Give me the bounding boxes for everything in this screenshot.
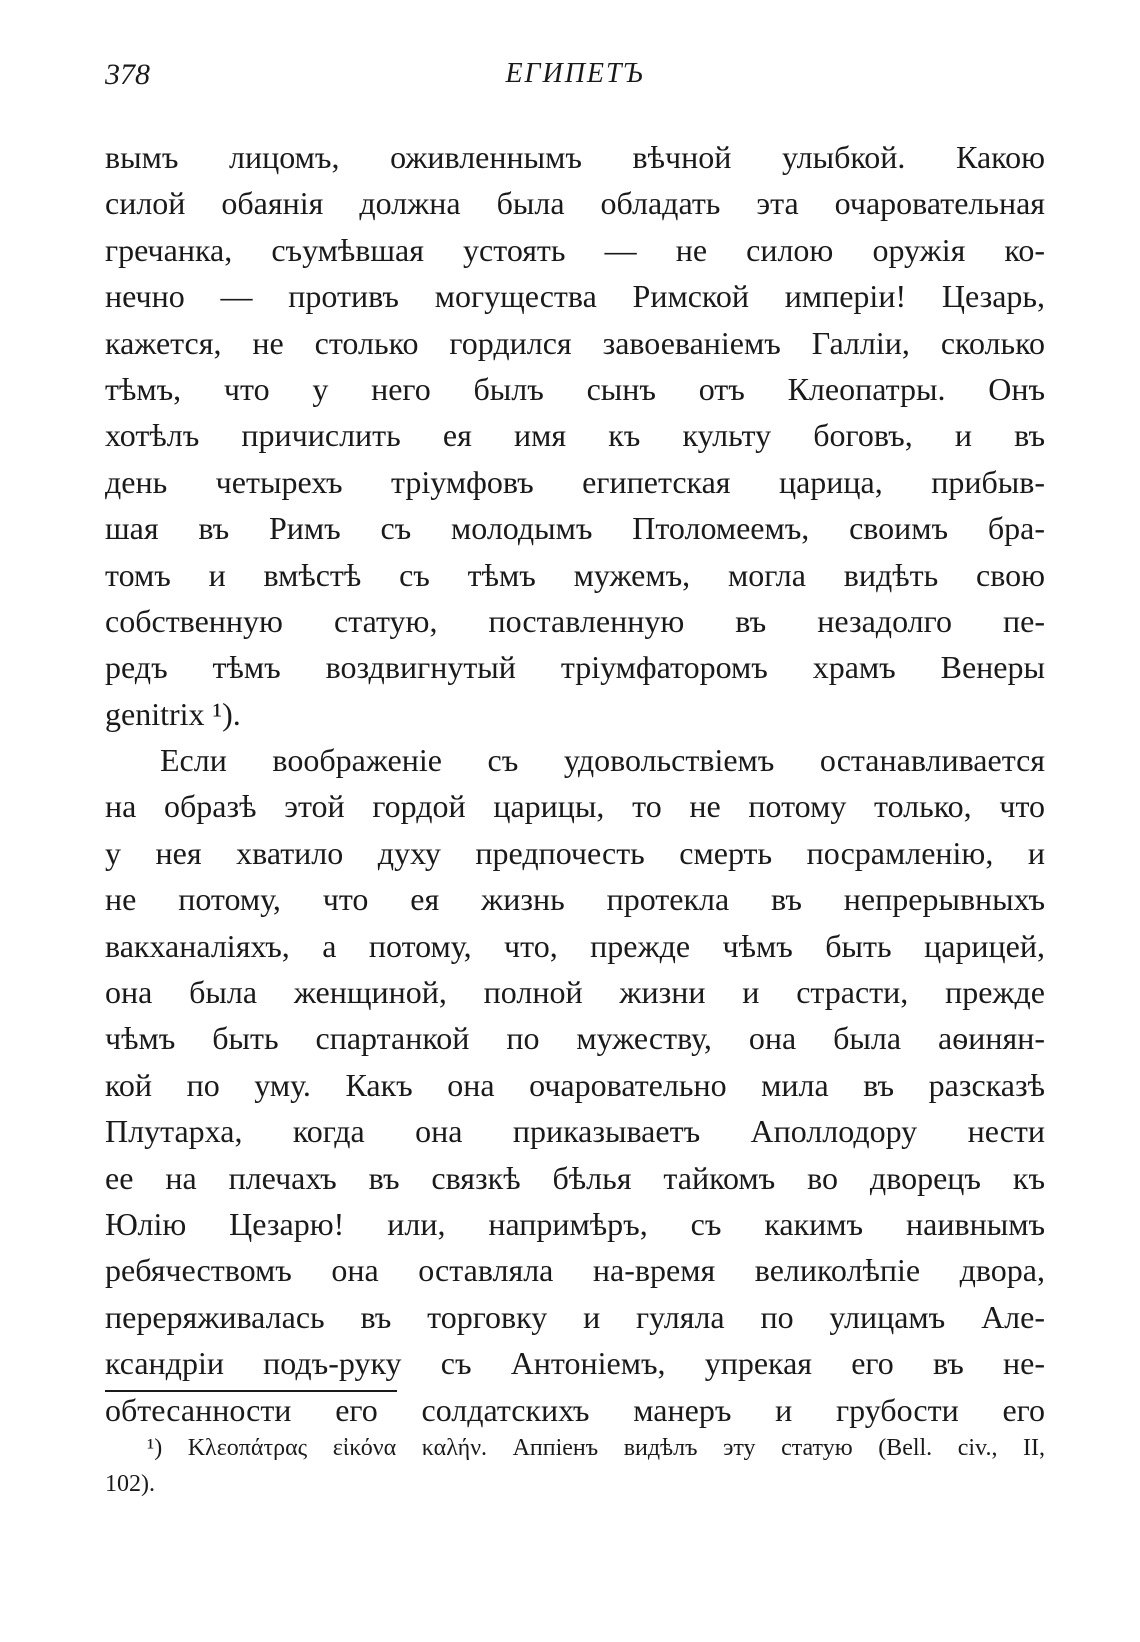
page-header (105, 58, 1045, 98)
text-line: не потому, что ея жизнь протекла въ непрерывныхъ (105, 881, 1045, 918)
paragraph-2 (105, 737, 1045, 1433)
footnote-line: ¹) Κλεοπάτρας εἰκόνα καλήν. Аппіенъ видѣлъ эту статую (Bell. civ., II, (147, 1435, 1045, 1461)
text-line: Если воображеніе съ удовольствіемъ останавливается (160, 742, 1045, 779)
text-line: редъ тѣмъ воздвигнутый тріумфаторомъ храмъ Венеры (105, 649, 1045, 686)
text-line: Плутарха, когда она приказываетъ Аполлодору нести (105, 1113, 1045, 1150)
text-line: ребячествомъ она оставляла на-время великолѣпіе двора, (105, 1252, 1045, 1289)
text-line: она была женщиной, полной жизни и страсти, прежде (105, 974, 1045, 1011)
text-line: у нея хватило духу предпочесть смерть посрамленію, и (105, 834, 1045, 871)
paragraph-1 (105, 134, 1045, 737)
text-line: кажется, не столько гордился завоеваніемъ Галліи, сколько (105, 324, 1045, 361)
text-line: genitrix ¹). (105, 695, 241, 732)
text-line: шая въ Римъ съ молодымъ Птоломеемъ, своимъ бра- (105, 510, 1045, 547)
page-number: 378 (105, 58, 150, 91)
text-line: тѣмъ, что у него былъ сынъ отъ Клеопатры. Онъ (105, 370, 1045, 407)
text-line: обтесанности его солдатскихъ манеръ и грубости его (105, 1391, 1045, 1428)
text-line: день четырехъ тріумфовъ египетская царица, прибыв- (105, 463, 1045, 500)
text-line: переряживалась въ торговку и гуляла по улицамъ Але- (105, 1298, 1045, 1335)
body-text (105, 134, 1045, 1433)
text-line: вакханаліяхъ, а потому, что, прежде чѣмъ быть царицей, (105, 927, 1045, 964)
text-line: на образѣ этой гордой царицы, то не потому только, что (105, 788, 1045, 825)
text-line: нечно — противъ могущества Римской имперіи! Цезарь, (105, 278, 1045, 315)
text-line: гречанка, съумѣвшая устоять — не силою оружія ко- (105, 231, 1045, 268)
text-line: Юлію Цезарю! или, напримѣръ, съ какимъ наивнымъ (105, 1205, 1045, 1242)
footnotes (105, 1430, 1045, 1502)
text-line: кой по уму. Какъ она очаровательно мила въ разсказѣ (105, 1066, 1045, 1103)
text-line: вымъ лицомъ, оживленнымъ вѣчной улыбкой. Какою (105, 139, 1045, 175)
footnote-divider (105, 1390, 397, 1392)
text-line: чѣмъ быть спартанкой по мужеству, она была аѳинян- (105, 1020, 1045, 1057)
running-title: ЕГИПЕТЪ (505, 58, 645, 89)
text-line: собственную статую, поставленную въ незадолго пе- (105, 602, 1045, 639)
text-line: томъ и вмѣстѣ съ тѣмъ мужемъ, могла видѣть свою (105, 556, 1045, 593)
text-line: ксандріи подъ-руку съ Антоніемъ, упрекая его въ не- (105, 1345, 1045, 1382)
text-line: ее на плечахъ въ связкѣ бѣлья тайкомъ во дворецъ къ (105, 1159, 1045, 1196)
text-line: хотѣлъ причислить ея имя къ культу боговъ, и въ (105, 417, 1045, 454)
text-line: силой обаянія должна была обладать эта очаровательная (105, 185, 1045, 222)
footnote-line: 102). (105, 1471, 155, 1497)
